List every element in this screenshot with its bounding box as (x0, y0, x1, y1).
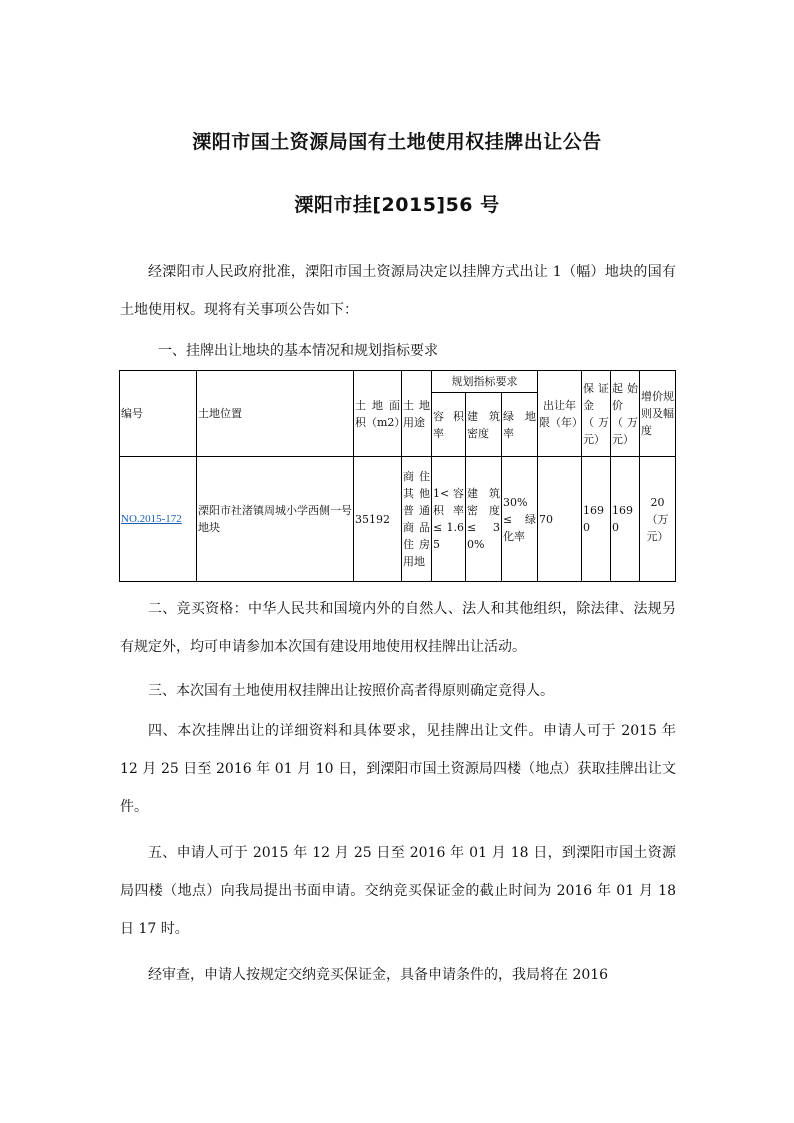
intro-paragraph: 经溧阳市人民政府批准，溧阳市国土资源局决定以挂牌方式出让 1（幅）地块的国有土地使用权。现将有关事项公告如下： (120, 264, 676, 318)
document-number: 溧阳市挂[2015]56 号 (294, 194, 500, 216)
row-area: 35192 (354, 457, 402, 582)
row-start-price: 1690 (611, 457, 640, 582)
land-parcel-table (119, 370, 676, 582)
header-green: 绿 地 率 (502, 393, 538, 457)
header-usage: 土 地 用途 (402, 371, 432, 457)
header-far: 容 积 率 (432, 393, 466, 457)
row-location: 溧阳市社渚镇周城小学西侧一号地块 (197, 457, 354, 582)
section2-paragraph: 二、竞买资格：中华人民共和国境内外的自然人、法人和其他组织，除法律、法规另有规定外，均可申请参加本次国有建设用地使用权挂牌出让活动。 (120, 601, 676, 655)
row-usage: 商住其他普通商品住房用地 (402, 457, 432, 582)
row-number-cell (120, 457, 197, 582)
header-number: 编号 (120, 371, 197, 457)
row-density: 建 筑 密 度 ≤ 30% (466, 457, 502, 582)
row-green: 30% ≤ 绿化率 (502, 457, 538, 582)
row-term: 70 (538, 457, 582, 582)
header-location: 土地位置 (197, 371, 354, 457)
header-term: 出让年限（年） (538, 371, 582, 457)
parcel-number-link[interactable]: NO.2015-172 (121, 513, 182, 525)
row-increment: 20 （万元） (640, 457, 676, 582)
row-deposit: 1690 (582, 457, 611, 582)
document-title: 溧阳市国土资源局国有土地使用权挂牌出让公告 (192, 131, 602, 153)
section1-heading: 一、挂牌出让地块的基本情况和规划指标要求 (158, 343, 438, 359)
header-start-price: 起 始 价（万元） (611, 371, 640, 457)
header-area: 土 地 面 积（m2） (354, 371, 402, 457)
row-far: 1< 容积 率 ≤ 1.65 (432, 457, 466, 582)
header-planning: 规划指标要求 (432, 371, 538, 393)
header-increment: 增价规则及幅度 (640, 371, 676, 457)
section5-paragraph: 五、申请人可于 2015 年 12 月 25 日至 2016 年 01 月 18 日，到溧阳市国土资源局四楼（地点）向我局提出书面申请。交纳竞买保证金的截止时间为 2016 年 01 月 18 日 17 时。 (120, 845, 676, 937)
section6-paragraph: 经审查，申请人按规定交纳竞买保证金，具备申请条件的，我局将在 2016 (148, 967, 609, 983)
table-row (120, 457, 676, 582)
section4-paragraph: 四、本次挂牌出让的详细资料和具体要求，见挂牌出让文件。申请人可于 2015 年 12 月 25 日至 2016 年 01 月 10 日，到溧阳市国土资源局四楼（地点）获取挂牌出让文件。 (120, 723, 676, 815)
section3-paragraph: 三、本次国有土地使用权挂牌出让按照价高者得原则确定竞得人。 (148, 683, 554, 699)
header-density: 建 筑 密度 (466, 393, 502, 457)
header-deposit: 保 证 金（万元） (582, 371, 611, 457)
